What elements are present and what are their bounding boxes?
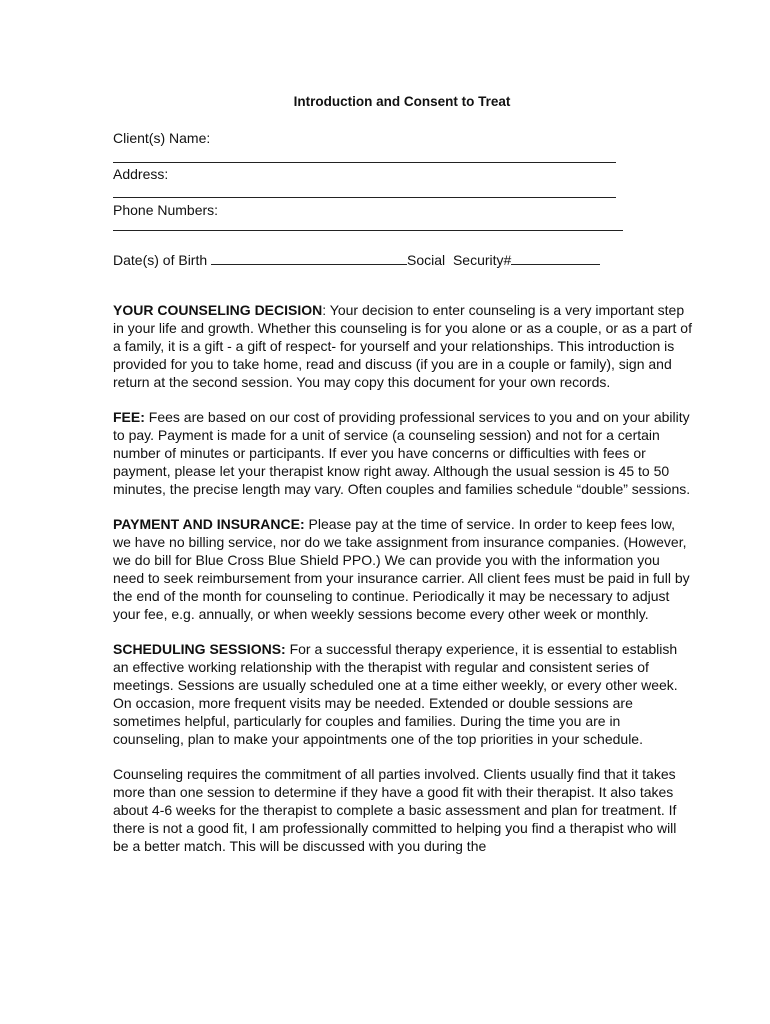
section-text: Counseling requires the commitment of all parties involved. Clients usually find that it takes more than one session to determine if they have a good fit with their therapist. It also takes about 4-6 weeks for the therapist to complete a basic assessment and plan for treatment. If there is not a good fit, I am professionally committed to helping you find a therapist who will be a better match. This will be discussed with you during the [113,766,677,854]
section-commitment [113,765,693,855]
ssn-field[interactable] [511,250,600,265]
address-label: Address: [113,166,169,182]
document-body [113,301,693,872]
document-title: Introduction and Consent to Treat [293,94,511,109]
dob-field[interactable] [211,250,407,265]
section-heading: SCHEDULING SESSIONS: [113,641,286,657]
section-fee [113,408,693,498]
phone-numbers-field[interactable] [113,230,623,231]
section-text: Fees are based on our cost of providing professional services to you and on your ability to pay. Payment is made for a unit of service (a counseling session) and not for a certain number of minutes or participants. If ever you have concerns or difficulties with fees or payment, please let your therapist know right away. Although the usual session is 45 to 50 minutes, the precise length may vary. Often couples and families schedule “double” sessions. [113,409,691,497]
section-text: Please pay at the time of service. In order to keep fees low, we have no billing service, nor do we take assignment from insurance companies. (However, we do bill for Blue Cross Blue Shield PPO.) We can provide you with the information you need to seek reimbursement from your insurance carrier. All client fees must be paid in full by the end of the month for counseling to continue. Periodically it may be necessary to adjust your fee, e.g. annually, or when weekly sessions become every other week or monthly. [113,516,690,622]
section-scheduling-sessions [113,640,693,748]
section-text: For a successful therapy experience, it is essential to establish an effective working relationship with the therapist with regular and consistent series of meetings. Sessions are usually scheduled one at a time either weekly, or every other week. On occasion, more frequent visits may be needed. Extended or double sessions are sometimes helpful, particularly for couples and families. During the time you are in counseling, plan to make your appointments one of the top priorities in your schedule. [113,641,678,747]
address-field[interactable] [113,197,616,198]
dob-label: Date(s) of Birth [113,252,208,268]
section-heading: YOUR COUNSELING DECISION [113,302,323,318]
clients-name-field[interactable] [113,162,616,163]
ssn-label: Social Security# [407,252,512,268]
section-payment-insurance [113,515,693,623]
section-text: : Your decision to enter counseling is a very important step in your life and growth. Whether this counseling is for you alone or as a couple, or as a part of a family, it is a gift - a gift of respect- for yourself and your relationships. This introduction is provided for you to take home, read and discuss (if you are in a couple or family), sign and return at the second session. You may copy this document for your own records. [113,302,692,390]
clients-name-label: Client(s) Name: [113,130,211,146]
section-counseling-decision [113,301,693,391]
section-heading: PAYMENT AND INSURANCE: [113,516,305,532]
section-heading: FEE: [113,409,145,425]
dob-ssn-row [113,250,600,268]
phone-numbers-label: Phone Numbers: [113,202,219,218]
